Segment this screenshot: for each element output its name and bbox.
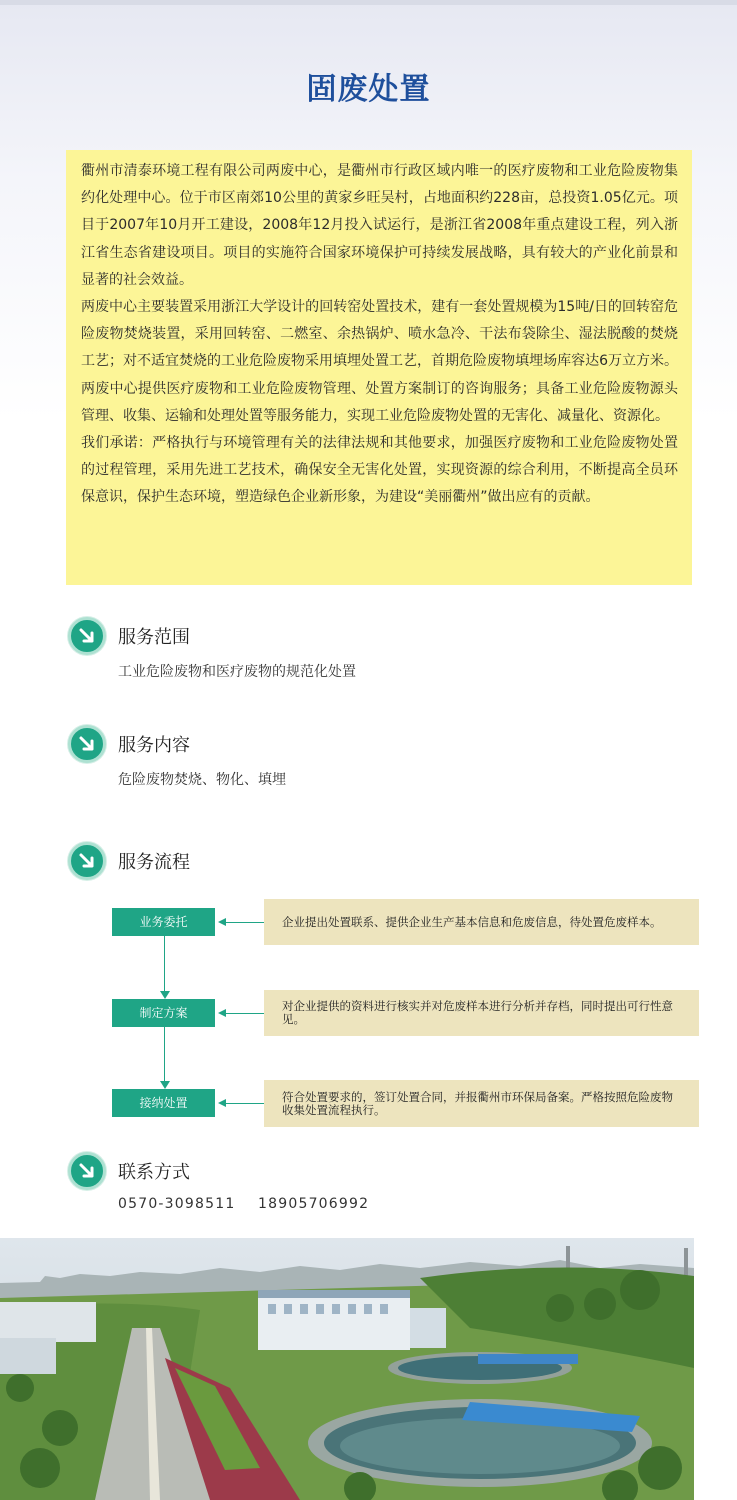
section-title: 服务内容 — [118, 735, 190, 756]
arrow-down-right-icon — [68, 1152, 106, 1190]
step-note — [264, 899, 699, 945]
arrow-down-right-icon — [68, 725, 106, 763]
flow-connector — [226, 1103, 264, 1104]
flow-arrow — [160, 1081, 170, 1089]
section-description: 工业危险废物和医疗废物的规范化处置 — [118, 664, 356, 680]
flow-connector — [164, 936, 165, 991]
step-dispose-button[interactable]: 接纳处置 — [112, 1089, 215, 1117]
intro-paragraph: 我们承诺：严格执行与环境管理有关的法律法规和其他要求，加强医疗废物和工业危险废物处置的过程管理，采用先进工艺技术，确保安全无害化处置，实现资源的综合利用，不断提高全员环保意识，保护生态环境，塑造绿色企业新形象，为建设“美丽衢州”做出应有的贡献。 — [81, 435, 678, 506]
intro-paragraph: 衢州市清泰环境工程有限公司两废中心，是衢州市行政区域内唯一的医疗废物和工业危险废物集约化处理中心。位于市区南郊10公里的黄家乡旺吴村，占地面积约228亩，总投资1.05亿元。项目于2007年10月开工建设，2008年12月投入试运行，是浙江省2008年重点建设工程，列入浙江省生态省建设项目。项目的实施符合国家环境保护可持续发展战略，具有较大的产业化前景和显著的社会效益。 — [81, 163, 678, 288]
flow-arrow — [218, 1099, 226, 1107]
section-title: 服务范围 — [118, 627, 190, 648]
step-note-text: 企业提出处置联系、提供企业生产基本信息和危废信息，待处置危废样本。 — [282, 914, 662, 929]
flow-connector — [226, 1013, 264, 1014]
page-title: 固废处置 — [306, 72, 431, 107]
flow-connector — [226, 922, 264, 923]
flow-arrow — [218, 918, 226, 926]
intro-box — [66, 150, 692, 585]
arrow-down-right-icon — [68, 617, 106, 655]
section-title: 服务流程 — [118, 852, 190, 873]
contact-phone: 0570-3098511 18905706992 — [118, 1196, 370, 1212]
section-title: 联系方式 — [118, 1162, 190, 1183]
flow-arrow — [160, 991, 170, 999]
section-description: 危险废物焚烧、物化、填埋 — [118, 772, 286, 788]
flow-arrow — [218, 1009, 226, 1017]
flow-connector — [164, 1027, 165, 1081]
step-note-text: 符合处置要求的，签订处置合同，并报衢州市环保局备案。严格按照危险废物收集处置流程执行。 — [282, 1089, 673, 1117]
step-note — [264, 990, 699, 1036]
step-note — [264, 1080, 699, 1127]
facility-photo — [0, 1238, 694, 1500]
step-plan-button[interactable]: 制定方案 — [112, 999, 215, 1027]
intro-paragraph: 两废中心主要装置采用浙江大学设计的回转窑处置技术，建有一套处置规模为15吨/日的回转窑危险废物焚烧装置，采用回转窑、二燃室、余热锅炉、喷水急冷、干法布袋除尘、湿法脱酸的焚烧工艺；对不适宜焚烧的工业危险废物采用填埋处置工艺，首期危险废物填埋场库容达6万立方米。两废中心提供医疗废物和工业危险废物管理、处置方案制订的咨询服务；具备工业危险废物源头管理、收集、运输和处理处置等服务能力，实现工业危险废物处置的无害化、减量化、资源化。 — [81, 299, 678, 424]
top-strip — [0, 0, 737, 5]
arrow-down-right-icon — [68, 842, 106, 880]
step-entrust-button[interactable]: 业务委托 — [112, 908, 215, 936]
step-note-text: 对企业提供的资料进行核实并对危废样本进行分析并存档，同时提出可行性意见。 — [282, 999, 673, 1026]
